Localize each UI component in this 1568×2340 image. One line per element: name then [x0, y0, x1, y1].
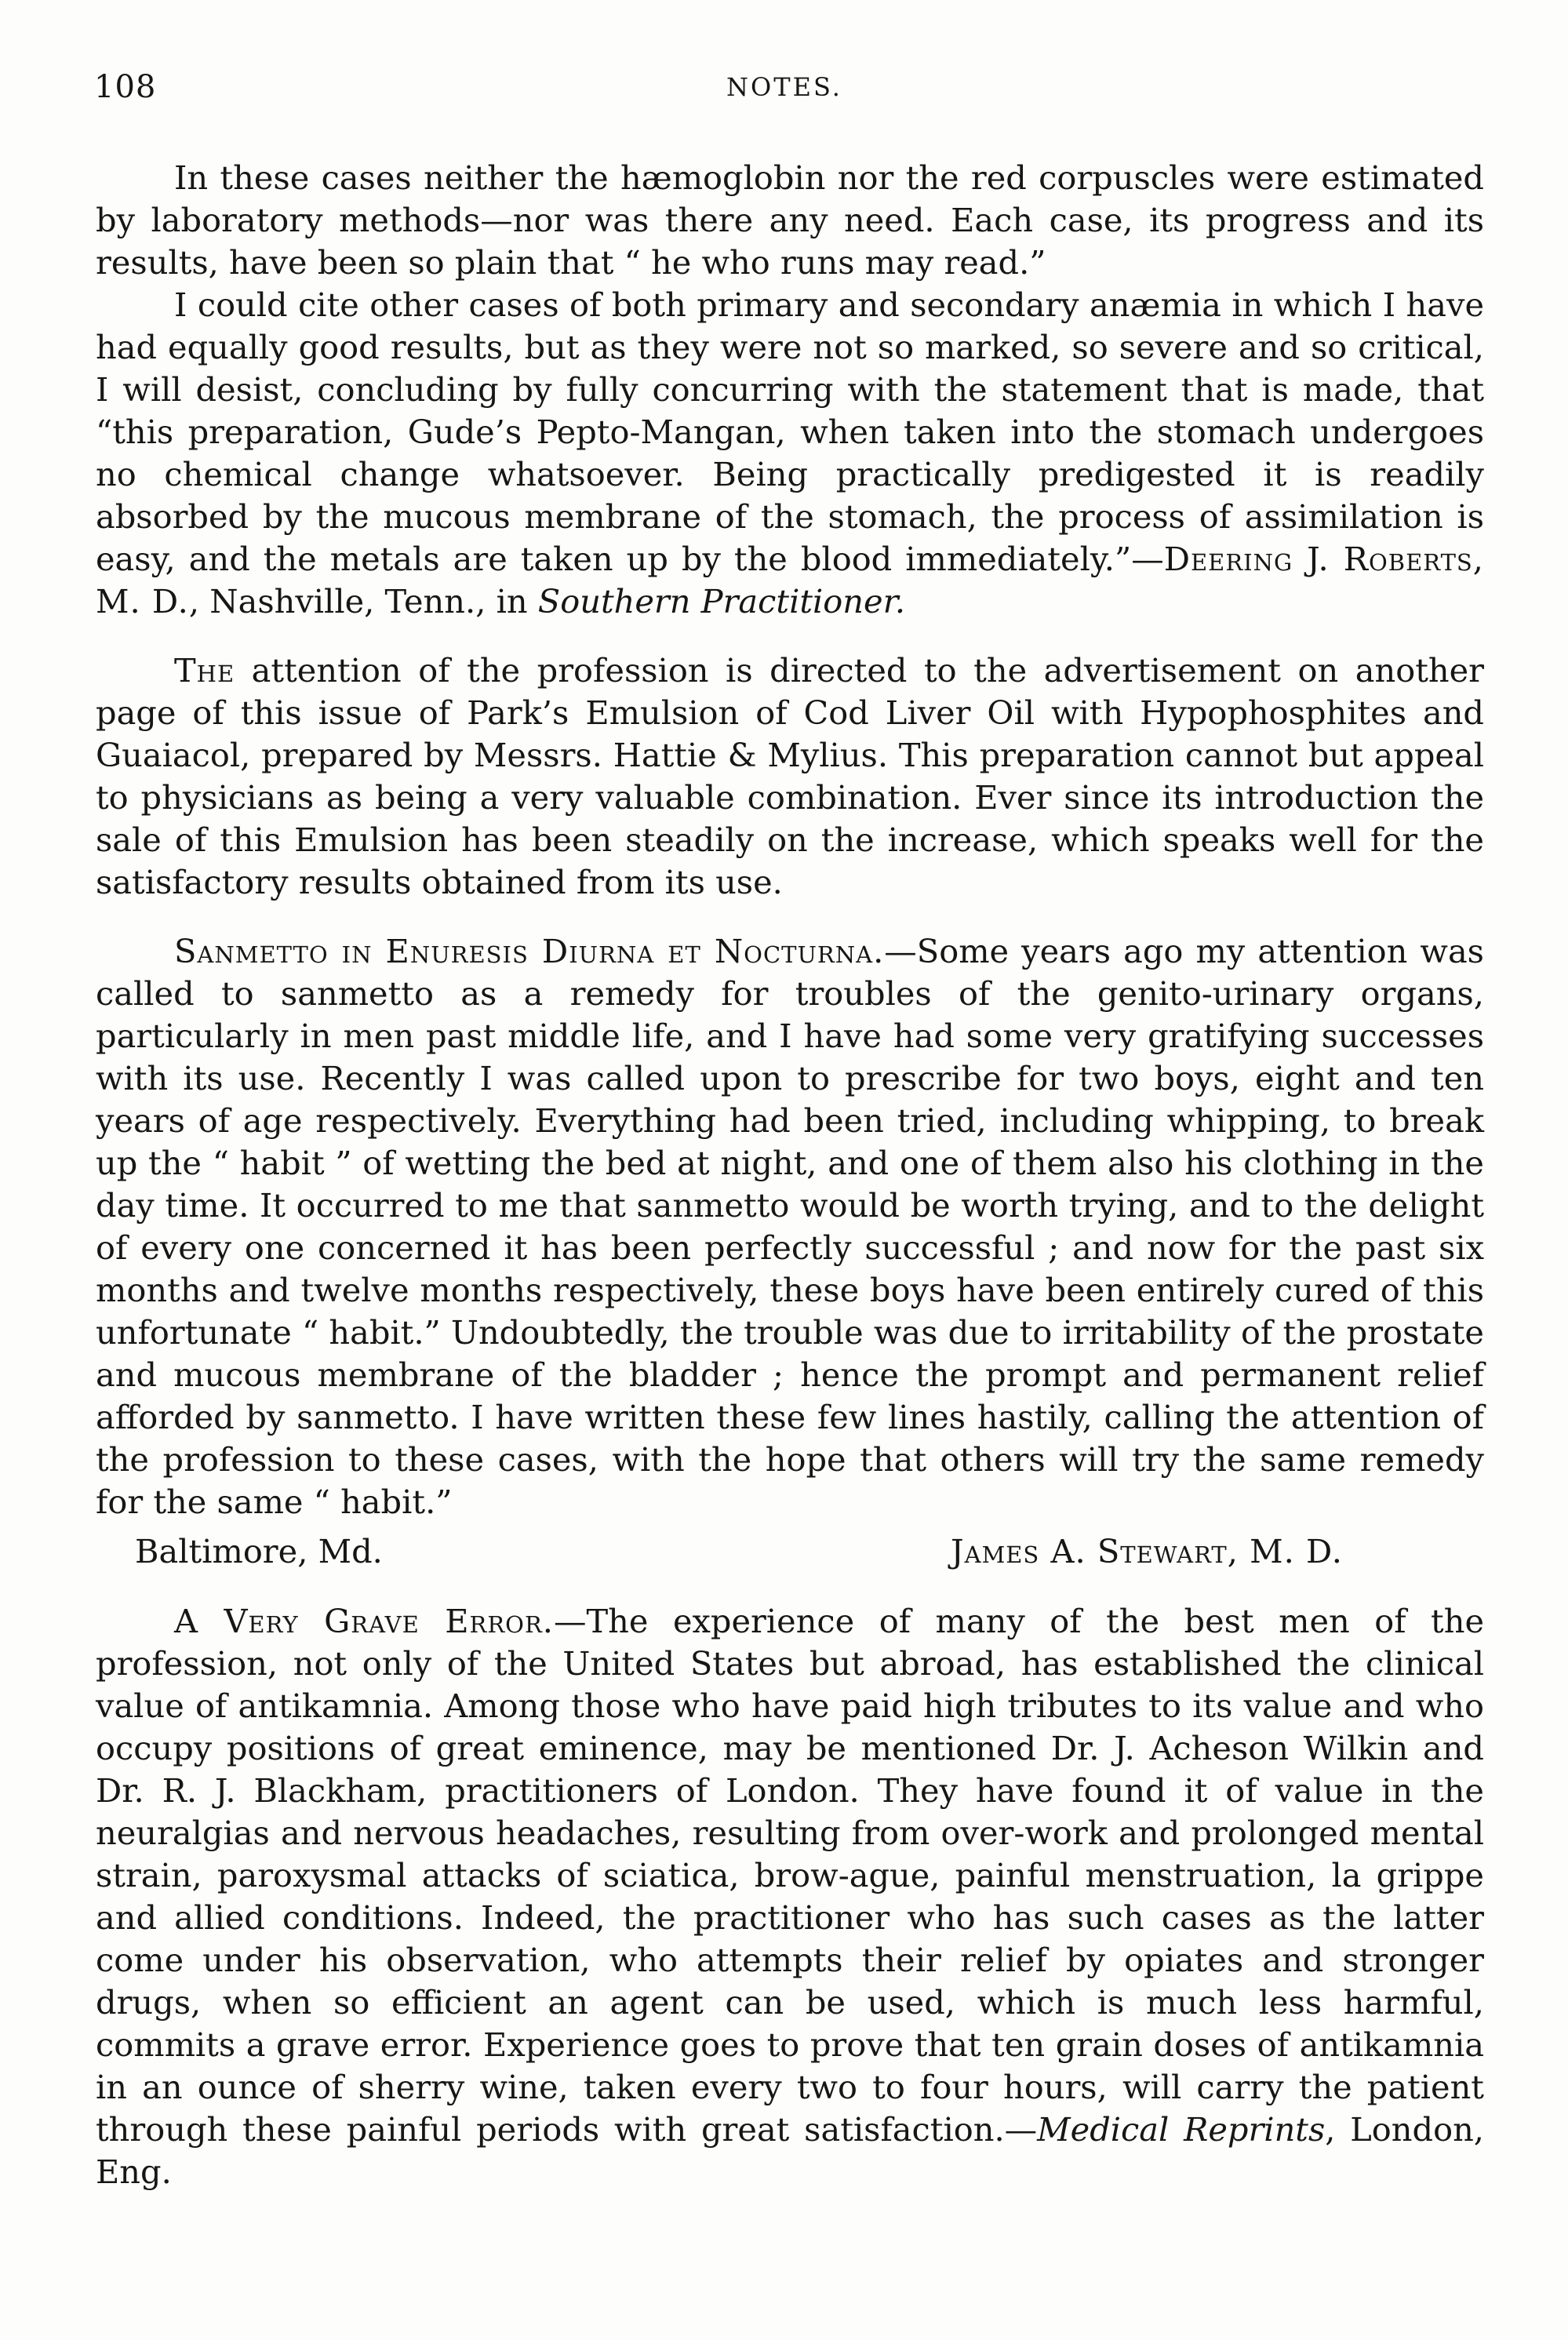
lead-word: The — [174, 651, 235, 690]
article-body — [96, 157, 1484, 2193]
page-number: 108 — [94, 69, 157, 105]
source-place: , London, Eng. — [96, 2110, 1484, 2191]
paragraph-parks-emulsion — [96, 650, 1484, 904]
running-head — [86, 69, 1483, 108]
section-title: NOTES. — [726, 72, 842, 102]
author-name: Deering J. Roberts, M. D. — [96, 540, 1484, 620]
paragraph-anaemia — [96, 284, 1484, 623]
paragraph-text: —The experience of many of the best men of the profession, not only of the United States but abroad, has established the clinical value of antikamnia. Among those who have paid high tributes to its value and who occupy positions of great eminence, may be mentioned Dr. J. Acheson Wilkin and Dr. R. J. Blackham, practitioners of London. They have found it of value in the neuralgias and nervous headaches, resulting from over-work and prolonged mental strain, paroxysmal attacks of sciatica, brow-ague, painful menstruation, la grippe and allied conditions. Indeed, the practitioner who has such cases as the latter come under his observation, who attempts their relief by opiates and stronger drugs, when so efficient an agent can be used, which is much less harmful, commits a grave error. Experience goes to prove that ten grain doses of antikamnia in an ounce of sherry wine, taken every two to four hours, will carry the patient through these painful periods with great satisfaction.— — [96, 1602, 1485, 2149]
paragraph-heading: Sanmetto in Enuresis Diurna et Nocturna. — [174, 932, 885, 970]
paragraph-hemoglobin — [96, 157, 1484, 284]
paragraph-antikamnia — [96, 1600, 1484, 2193]
signature-line — [96, 1530, 1484, 1574]
signature-name: James A. Stewart, M. D. — [950, 1532, 1343, 1570]
source-title: Southern Practitioner. — [537, 582, 906, 620]
paragraph-text: —Some years ago my attention was called to sanmetto as a remedy for troubles of the genito-urinary organs, particularly in men past middle life, and I have had some very gratifying successes with its use. Recently I was called upon to prescribe for two boys, eight and ten years of age respectively. Everything had been tried, including whipping, to break up the “ habit ” of wetting the bed at night, and one of them also his clothing in the day time. It occurred to me that sanmetto would be worth trying, and to the delight of every one concerned it has been perfectly successful ; and now for the past six months and twelve months respectively, these boys have been entirely cured of this unfortunate “ habit.” Undoubtedly, the trouble was due to irritability of the prostate and mucous membrane of the bladder ; hence the prompt and permanent relief afforded by sanmetto. I have written these few lines hastily, calling the attention of the profession to these cases, with the hope that others will try the same remedy for the same “ habit.” — [96, 932, 1484, 1521]
paragraph-text: I could cite other cases of both primary and secondary anæmia in which I have had equally good results, but as they were not so marked, so severe and so critical, I will desist, concluding by fully concurring with the statement that is made, that “this preparation, Gude’s Pepto-Mangan, when taken into the stomach undergoes no chemical change whatsoever. Being practically predigested it is readily absorbed by the mucous membrane of the stomach, the process of assimilation is easy, and the metals are taken up by the blood immediately.”— — [96, 286, 1484, 578]
paragraph-text: In these cases neither the hæmoglobin nor the red corpuscles were estimated by laboratory methods—nor was there any need. Each case, its progress and its results, have been so plain that “ he who runs may read.” — [96, 158, 1484, 282]
paragraph-text: attention of the profession is directed to the advertisement on another page of this issue of Park’s Emulsion of Cod Liver Oil with Hypophosphites and Guaiacol, prepared by Messrs. Hattie & Mylius. This preparation cannot but appeal to physicians as being a very valuable combination. Ever since its introduction the sale of this Emulsion has been steadily on the increase, which speaks well for the satisfactory results obtained from its use. — [96, 651, 1484, 901]
signature-place: Baltimore, Md. — [135, 1532, 383, 1570]
author-place: , Nashville, Tenn., in — [188, 582, 538, 620]
source-title: Medical Reprints — [1037, 2110, 1326, 2149]
paragraph-heading: A Very Grave Error. — [174, 1602, 554, 1640]
paragraph-sanmetto — [96, 930, 1484, 1523]
